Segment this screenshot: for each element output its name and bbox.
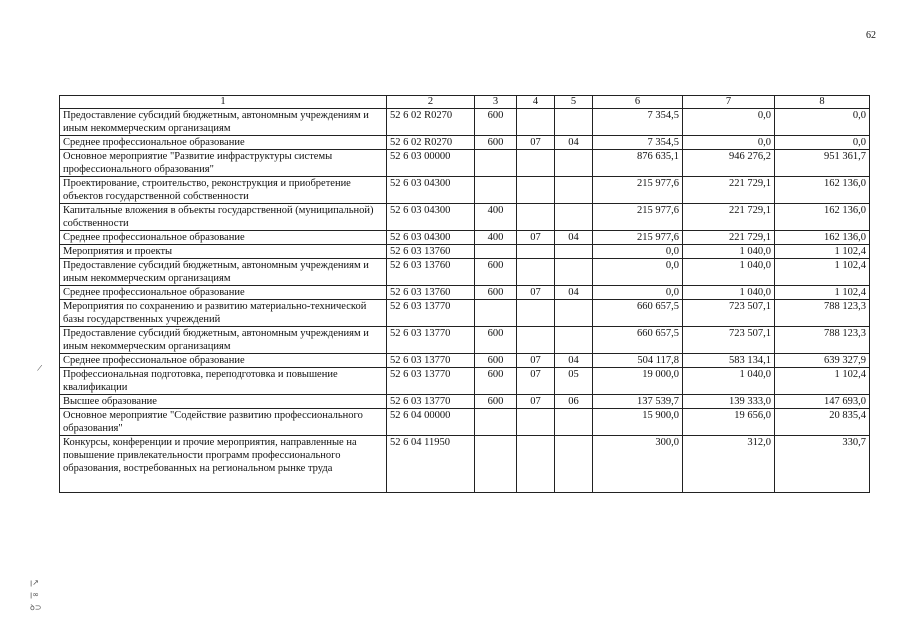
table-cell: 1 102,4 — [775, 245, 870, 259]
table-cell: Предоставление субсидий бюджетным, автономным учреждениям и иным некоммерческим организациям — [60, 259, 387, 286]
table-cell: 600 — [475, 327, 517, 354]
table-cell — [555, 245, 593, 259]
table-cell: Мероприятия и проекты — [60, 245, 387, 259]
table-cell — [517, 409, 555, 436]
table-cell: 07 — [517, 286, 555, 300]
margin-mark: / — [36, 362, 43, 375]
table-cell: 7 354,5 — [593, 136, 683, 150]
table-cell: 946 276,2 — [683, 150, 775, 177]
table-cell — [517, 177, 555, 204]
table-cell: Среднее профессиональное образование — [60, 286, 387, 300]
table-cell: 19 656,0 — [683, 409, 775, 436]
table-cell: 137 539,7 — [593, 395, 683, 409]
table-row — [60, 177, 870, 204]
table-cell: 139 333,0 — [683, 395, 775, 409]
table-cell: 951 361,7 — [775, 150, 870, 177]
column-header: 1 — [60, 96, 387, 109]
table-row — [60, 395, 870, 409]
table-cell: 52 6 04 11950 — [387, 436, 475, 493]
column-header: 5 — [555, 96, 593, 109]
table-cell — [475, 436, 517, 493]
margin-scribble: ꝺ⊃ — [30, 603, 42, 612]
table-cell: 600 — [475, 395, 517, 409]
table-cell: 07 — [517, 231, 555, 245]
table-cell — [517, 436, 555, 493]
table-cell: 52 6 03 13760 — [387, 245, 475, 259]
table-cell — [475, 150, 517, 177]
table-row — [60, 245, 870, 259]
table-row — [60, 150, 870, 177]
table-cell: 1 102,4 — [775, 368, 870, 395]
table-cell: Среднее профессиональное образование — [60, 136, 387, 150]
table-cell: 788 123,3 — [775, 300, 870, 327]
table-cell: 52 6 03 00000 — [387, 150, 475, 177]
budget-table — [59, 95, 870, 493]
table-cell: 05 — [555, 368, 593, 395]
page-number: 62 — [866, 30, 876, 41]
table-row — [60, 436, 870, 493]
column-header: 7 — [683, 96, 775, 109]
table-cell: 660 657,5 — [593, 327, 683, 354]
table-cell: 639 327,9 — [775, 354, 870, 368]
table-row — [60, 300, 870, 327]
table-cell: 504 117,8 — [593, 354, 683, 368]
table-cell: 52 6 03 13770 — [387, 327, 475, 354]
table-cell: 52 6 03 04300 — [387, 231, 475, 245]
table-row — [60, 409, 870, 436]
table-cell: 0,0 — [593, 245, 683, 259]
table-cell: 07 — [517, 368, 555, 395]
table-cell: 876 635,1 — [593, 150, 683, 177]
table-cell: 52 6 03 13760 — [387, 259, 475, 286]
table-cell: 221 729,1 — [683, 204, 775, 231]
column-header: 8 — [775, 96, 870, 109]
table-cell: 400 — [475, 231, 517, 245]
table-cell: 52 6 03 13760 — [387, 286, 475, 300]
margin-scribble: ꞁ∞ — [30, 590, 39, 599]
table-cell: 583 134,1 — [683, 354, 775, 368]
table-cell — [517, 204, 555, 231]
table-cell: 215 977,6 — [593, 231, 683, 245]
table-cell: Мероприятия по сохранению и развитию материально-технической базы государственных учреждений — [60, 300, 387, 327]
table-cell: Профессиональная подготовка, переподготовка и повышение квалификации — [60, 368, 387, 395]
table-cell: 330,7 — [775, 436, 870, 493]
table-cell: Предоставление субсидий бюджетным, автономным учреждениям и иным некоммерческим организациям — [60, 327, 387, 354]
table-cell — [555, 409, 593, 436]
table-cell — [517, 109, 555, 136]
table-cell: 04 — [555, 286, 593, 300]
column-header: 3 — [475, 96, 517, 109]
table-cell: Среднее профессиональное образование — [60, 354, 387, 368]
table-cell — [555, 300, 593, 327]
table-cell: Конкурсы, конференции и прочие мероприятия, направленные на повышение привлекательности программ профессионального образования, востребованных на региональном рынке труда — [60, 436, 387, 493]
table-row — [60, 327, 870, 354]
margin-scribble: ꞁ↗ — [30, 578, 39, 587]
table-cell: Капитальные вложения в объекты государственной (муниципальной) собственности — [60, 204, 387, 231]
table-cell: Проектирование, строительство, реконструкция и приобретение объектов государственной собственности — [60, 177, 387, 204]
table-cell: 52 6 03 04300 — [387, 204, 475, 231]
table-cell: 788 123,3 — [775, 327, 870, 354]
table-cell: 0,0 — [593, 259, 683, 286]
table-row — [60, 354, 870, 368]
table-cell — [555, 436, 593, 493]
table-cell — [475, 245, 517, 259]
table-cell: 162 136,0 — [775, 231, 870, 245]
table-cell — [517, 245, 555, 259]
table-cell: 221 729,1 — [683, 231, 775, 245]
table-cell: 15 900,0 — [593, 409, 683, 436]
table-row — [60, 286, 870, 300]
column-header: 4 — [517, 96, 555, 109]
table-cell: 0,0 — [683, 109, 775, 136]
table-cell: 19 000,0 — [593, 368, 683, 395]
table-cell: 07 — [517, 354, 555, 368]
table-cell: 600 — [475, 368, 517, 395]
table-cell: 52 6 03 13770 — [387, 395, 475, 409]
table-cell: 600 — [475, 259, 517, 286]
table-cell — [475, 177, 517, 204]
table-cell: 600 — [475, 354, 517, 368]
table-cell: 147 693,0 — [775, 395, 870, 409]
table-cell: Среднее профессиональное образование — [60, 231, 387, 245]
table-cell — [517, 150, 555, 177]
table-row — [60, 136, 870, 150]
table-cell: 04 — [555, 354, 593, 368]
table-row — [60, 231, 870, 245]
table-cell: 07 — [517, 136, 555, 150]
table-cell: 1 102,4 — [775, 259, 870, 286]
table-cell: 20 835,4 — [775, 409, 870, 436]
table-cell: 52 6 02 R0270 — [387, 109, 475, 136]
table-cell: 0,0 — [593, 286, 683, 300]
table-cell: Предоставление субсидий бюджетным, автономным учреждениям и иным некоммерческим организациям — [60, 109, 387, 136]
table-cell: 660 657,5 — [593, 300, 683, 327]
table-cell: 52 6 03 04300 — [387, 177, 475, 204]
table-cell — [555, 327, 593, 354]
table-cell — [517, 327, 555, 354]
table-cell: 215 977,6 — [593, 177, 683, 204]
table-cell: 04 — [555, 231, 593, 245]
column-header: 6 — [593, 96, 683, 109]
table-cell: Высшее образование — [60, 395, 387, 409]
table-cell: 221 729,1 — [683, 177, 775, 204]
table-cell: 1 040,0 — [683, 286, 775, 300]
table-cell: 0,0 — [683, 136, 775, 150]
table-cell — [555, 204, 593, 231]
table-cell: 52 6 03 13770 — [387, 354, 475, 368]
table-cell: 52 6 04 00000 — [387, 409, 475, 436]
table-cell: 1 040,0 — [683, 259, 775, 286]
table-cell: 162 136,0 — [775, 177, 870, 204]
table-cell: 06 — [555, 395, 593, 409]
table-cell — [475, 300, 517, 327]
table-cell — [555, 109, 593, 136]
table-cell: 215 977,6 — [593, 204, 683, 231]
table-cell: Основное мероприятие "Содействие развитию профессионального образования" — [60, 409, 387, 436]
table-cell — [555, 150, 593, 177]
column-header: 2 — [387, 96, 475, 109]
table-cell — [555, 259, 593, 286]
table-cell: 600 — [475, 136, 517, 150]
table-cell: 600 — [475, 109, 517, 136]
table-cell — [517, 300, 555, 327]
table-row — [60, 109, 870, 136]
table-cell: 52 6 03 13770 — [387, 300, 475, 327]
table-cell: Основное мероприятие "Развитие инфраструктуры системы профессионального образования" — [60, 150, 387, 177]
table-cell — [475, 409, 517, 436]
table-cell: 312,0 — [683, 436, 775, 493]
table-cell: 1 102,4 — [775, 286, 870, 300]
table-cell: 162 136,0 — [775, 204, 870, 231]
table-cell: 1 040,0 — [683, 245, 775, 259]
table-cell: 723 507,1 — [683, 300, 775, 327]
table-row — [60, 259, 870, 286]
table-cell: 723 507,1 — [683, 327, 775, 354]
table-row — [60, 368, 870, 395]
table-cell: 0,0 — [775, 109, 870, 136]
table-cell: 600 — [475, 286, 517, 300]
table-cell: 7 354,5 — [593, 109, 683, 136]
table-row — [60, 204, 870, 231]
table-cell: 52 6 02 R0270 — [387, 136, 475, 150]
table-cell: 400 — [475, 204, 517, 231]
table-cell — [555, 177, 593, 204]
table-cell: 04 — [555, 136, 593, 150]
table-cell: 0,0 — [775, 136, 870, 150]
table-cell: 07 — [517, 395, 555, 409]
table-cell: 52 6 03 13770 — [387, 368, 475, 395]
table-cell: 1 040,0 — [683, 368, 775, 395]
table-cell — [517, 259, 555, 286]
table-header-row — [60, 96, 870, 109]
table-cell: 300,0 — [593, 436, 683, 493]
